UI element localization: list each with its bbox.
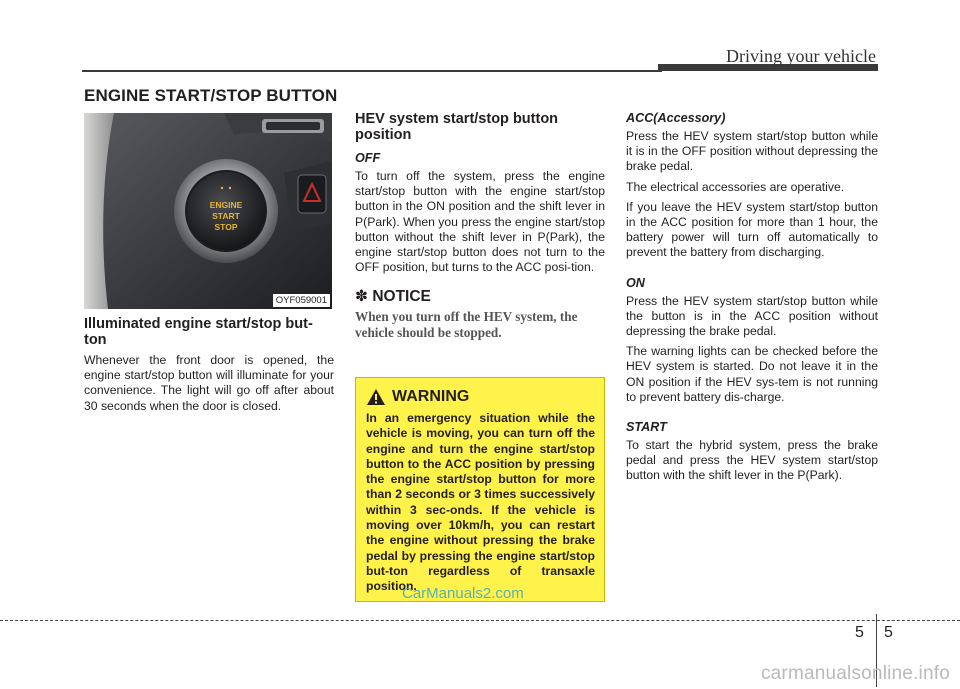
section-title: ENGINE START/STOP BUTTON <box>84 86 338 105</box>
notice-text: When you turn off the HEV system, the vehicle should be stopped. <box>355 309 578 340</box>
button-label-start: START <box>212 211 240 221</box>
button-label-stop: STOP <box>214 222 238 232</box>
page-number: 5 <box>884 624 893 641</box>
warning-title: WARNING <box>392 388 470 405</box>
warning-box <box>355 377 605 602</box>
notice-icon: ✽ <box>355 288 368 306</box>
warning-triangle-icon <box>366 388 386 406</box>
on-paragraph-1: Press the HEV system start/stop button while the button is in the ACC position without depressing the brake pedal. <box>626 293 878 339</box>
engine-button-illustration <box>84 113 332 309</box>
button-label-engine: ENGINE <box>209 200 243 210</box>
running-title: Driving your vehicle <box>726 46 876 66</box>
header-rule <box>82 70 662 72</box>
column-middle <box>355 111 605 340</box>
button-position-heading: HEV system start/stop button position <box>355 111 559 143</box>
column-right <box>626 111 878 489</box>
chapter-number: 5 <box>855 624 864 641</box>
site-footer-link[interactable]: carmanualsonline.info <box>760 663 950 684</box>
acc-paragraph-1: Press the HEV system start/stop button while it is in the OFF position without depressing the brake pedal. <box>626 129 878 174</box>
figure-code: OYF059001 <box>273 294 330 307</box>
notice-title <box>355 287 605 306</box>
acc-label: ACC(Accessory) <box>626 111 726 125</box>
watermark-link[interactable]: CarManuals2.com <box>402 585 524 602</box>
acc-paragraph-2: The electrical accessories are operative. <box>626 179 845 194</box>
start-label: START <box>626 420 667 435</box>
notice-label: NOTICE <box>372 288 431 306</box>
off-label: OFF <box>355 151 381 165</box>
on-label: ON <box>626 275 645 290</box>
off-text: To turn off the system, press the engine start/stop button with the engine start/stop button in the ON position and the shift lever in P(Park). When you press the engine start/stop button without the shift lever in P(Park), the engine start/stop button does not turn to the OFF position, but turns to the ACC posi-tion. <box>355 169 605 275</box>
warning-text: In an emergency situation while the vehicle is moving, you can turn off the engine and turn the engine start/stop button to the ACC position by pressing the engine start/stop button for more than 2 seconds or 3 times successively within 3 sec-onds. If the vehicle is moving over 10km/h, you can restart the engine without pressing the brake pedal by pressing the engine start/stop but-ton regardless of transaxle position. <box>366 411 595 594</box>
start-paragraph: To start the hybrid system, press the brake pedal and press the HEV system start/stop button with the shift lever in the P(Park). <box>626 438 878 483</box>
engine-button-photo <box>84 113 332 309</box>
on-paragraph-2: The warning lights can be checked before the HEV system is started. Do not leave it in the ON position if the HEV sys-tem is not running to prevent battery dis-charge. <box>626 344 878 404</box>
acc-paragraph-3: If you leave the HEV system start/stop button in the ACC position for more than 1 hour, the battery power will turn off automatically to prevent the battery from discharging. <box>626 199 878 260</box>
illuminated-button-text: Whenever the front door is opened, the engine start/stop button will illuminate for your convenience. The light will go off after about 30 seconds when the door is closed. <box>84 353 334 413</box>
column-left <box>84 316 334 419</box>
illuminated-button-heading: Illuminated engine start/stop but-ton <box>84 316 313 348</box>
footer-rule <box>0 620 960 621</box>
warning-header <box>366 388 595 406</box>
